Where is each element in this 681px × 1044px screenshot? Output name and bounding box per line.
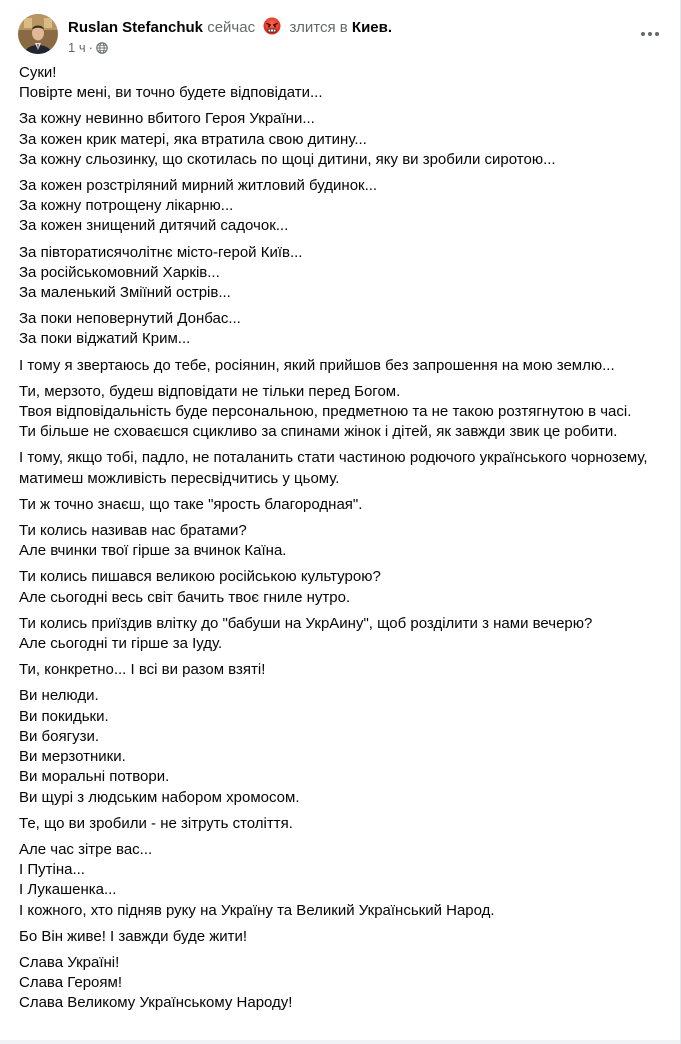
post-text-line: Твоя відповідальність буде персональною, предметною та не такою розтягнутою в часі. — [19, 403, 632, 421]
post-text-line: Бо Він живе! І завжди буде жити! — [19, 927, 248, 945]
post-time-now: сейчас — [207, 19, 256, 36]
post-text-line: Ти, мерзото, будеш відповідати не тільки перед Богом. — [19, 382, 401, 400]
post-text-line: За маленький Зміїний острів... — [19, 284, 231, 302]
post-text-line: Ти ж точно знаєш, що таке "ярость благородная". — [19, 495, 363, 513]
post-text-line: І Лукашенка... — [19, 881, 117, 899]
post-text-line: матимеш можливість пересвідчитись у цьому. — [19, 469, 340, 487]
post-text-line: Ти більше не сховаєшся сцикливо за спинами жінок і дітей, як завжди звик це робити. — [19, 423, 618, 441]
post-text-line: За півторатисячолітнє місто-герой Київ... — [19, 243, 303, 261]
post-header — [18, 12, 668, 60]
post-paragraph — [19, 63, 659, 103]
post-text-line: Суки! — [19, 64, 57, 81]
feeling-text: злится в — [289, 19, 348, 36]
post-paragraph — [19, 495, 659, 515]
post-text-line: За кожен крик матері, яка втратила свою дитину... — [19, 130, 367, 148]
post-paragraph — [19, 840, 659, 921]
post-text-line: За кожен розстріляний мирний житловий будинок... — [19, 177, 378, 195]
post-body — [19, 63, 659, 1020]
post-paragraph — [19, 953, 659, 1014]
more-options-icon — [648, 32, 652, 36]
post-age[interactable]: 1 ч — [68, 40, 86, 55]
post-paragraph — [19, 109, 659, 170]
post-paragraph — [19, 660, 659, 680]
post-text-line: Слава Великому Українському Народу! — [19, 994, 293, 1012]
post-text-line: Ви мерзотники. — [19, 748, 126, 766]
more-options-icon — [641, 32, 645, 36]
post-text-line: Слава Україні! — [19, 953, 120, 971]
post-paragraph — [19, 614, 659, 654]
post-text-line: Ти колись називав нас братами? — [19, 522, 247, 540]
card-bottom-divider — [0, 1040, 680, 1044]
post-text-line: Слава Героям! — [19, 974, 122, 992]
post-text-line: Повірте мені, ви точно будете відповідати... — [19, 84, 323, 102]
post-paragraph — [19, 567, 659, 607]
post-text-line: За кожен знищений дитячий садочок... — [19, 217, 289, 235]
post-paragraph — [19, 309, 659, 349]
post-paragraph — [19, 243, 659, 304]
post-paragraph — [19, 176, 659, 237]
post-text-line: Але сьогодні ти гірше за Іуду. — [19, 635, 223, 653]
separator-dot: · — [88, 40, 93, 55]
post-text-line: І Путіна... — [19, 861, 85, 879]
post-paragraph — [19, 686, 659, 807]
post-paragraph — [19, 521, 659, 561]
post-text-line: Ви щурі з людським набором хромосом. — [19, 788, 300, 806]
post-paragraph — [19, 927, 659, 947]
post-text-line: Ти, конкретно... І всі ви разом взяті! — [19, 661, 266, 679]
post-text-line: Але сьогодні весь світ бачить твоє гниле нутро. — [19, 588, 351, 606]
author-name[interactable]: Ruslan Stefanchuk — [68, 19, 204, 36]
post-text-line: За кожну сльозинку, що скотилась по щоці дитини, яку ви зробили сиротою... — [19, 150, 556, 168]
post-text-line: Ви боягузи. — [19, 727, 100, 745]
post-text-line: Але вчинки твої гірше за вчинок Каїна. — [19, 542, 287, 560]
post-paragraph — [19, 356, 659, 376]
angry-face-icon — [263, 17, 281, 35]
avatar-image — [18, 14, 58, 54]
post-text-line: За поки віджатий Крим... — [19, 330, 191, 348]
more-options-button[interactable] — [632, 20, 668, 48]
post-text-line: Ви покидьки. — [19, 707, 109, 725]
post-subline — [68, 40, 392, 56]
post-paragraph — [19, 448, 659, 488]
post-text-line: І кожного, хто підняв руку на Україну та Великий Український Народ. — [19, 901, 495, 919]
post-text-line: Ти колись приїздив влітку до "бабуши на УкрАину", щоб розділити з нами вечерю? — [19, 614, 593, 632]
location-link[interactable]: Киев. — [351, 19, 393, 36]
post-text-line: Ви моральні потвори. — [19, 768, 170, 786]
post-text-line: За поки неповернутий Донбас... — [19, 310, 241, 328]
post-text-line: За кожну потрощену лікарню... — [19, 197, 234, 215]
post-meta — [68, 17, 392, 56]
post-text-line: Але час зітре вас... — [19, 840, 153, 858]
post-text-line: Ти колись пишався великою російською культурою? — [19, 568, 381, 586]
post-text-line: Ви нелюди. — [19, 687, 99, 705]
post-paragraph — [19, 382, 659, 443]
post-paragraph — [19, 814, 659, 834]
post-text-line: За російськомовний Харків... — [19, 263, 220, 281]
header-line — [68, 17, 392, 37]
globe-icon[interactable] — [96, 42, 108, 54]
post-text-line: За кожну невинно вбитого Героя України... — [19, 110, 315, 128]
more-options-icon — [655, 32, 659, 36]
post-text-line: І тому, якщо тобі, падло, не поталанить стати частиною родючого українського чорнозему, — [19, 449, 648, 467]
post-text-line: Те, що ви зробили - не зітруть століття. — [19, 814, 293, 832]
post-text-line: І тому я звертаюсь до тебе, росіянин, який прийшов без запрошення на мою землю... — [19, 356, 615, 374]
author-avatar[interactable] — [18, 14, 58, 54]
